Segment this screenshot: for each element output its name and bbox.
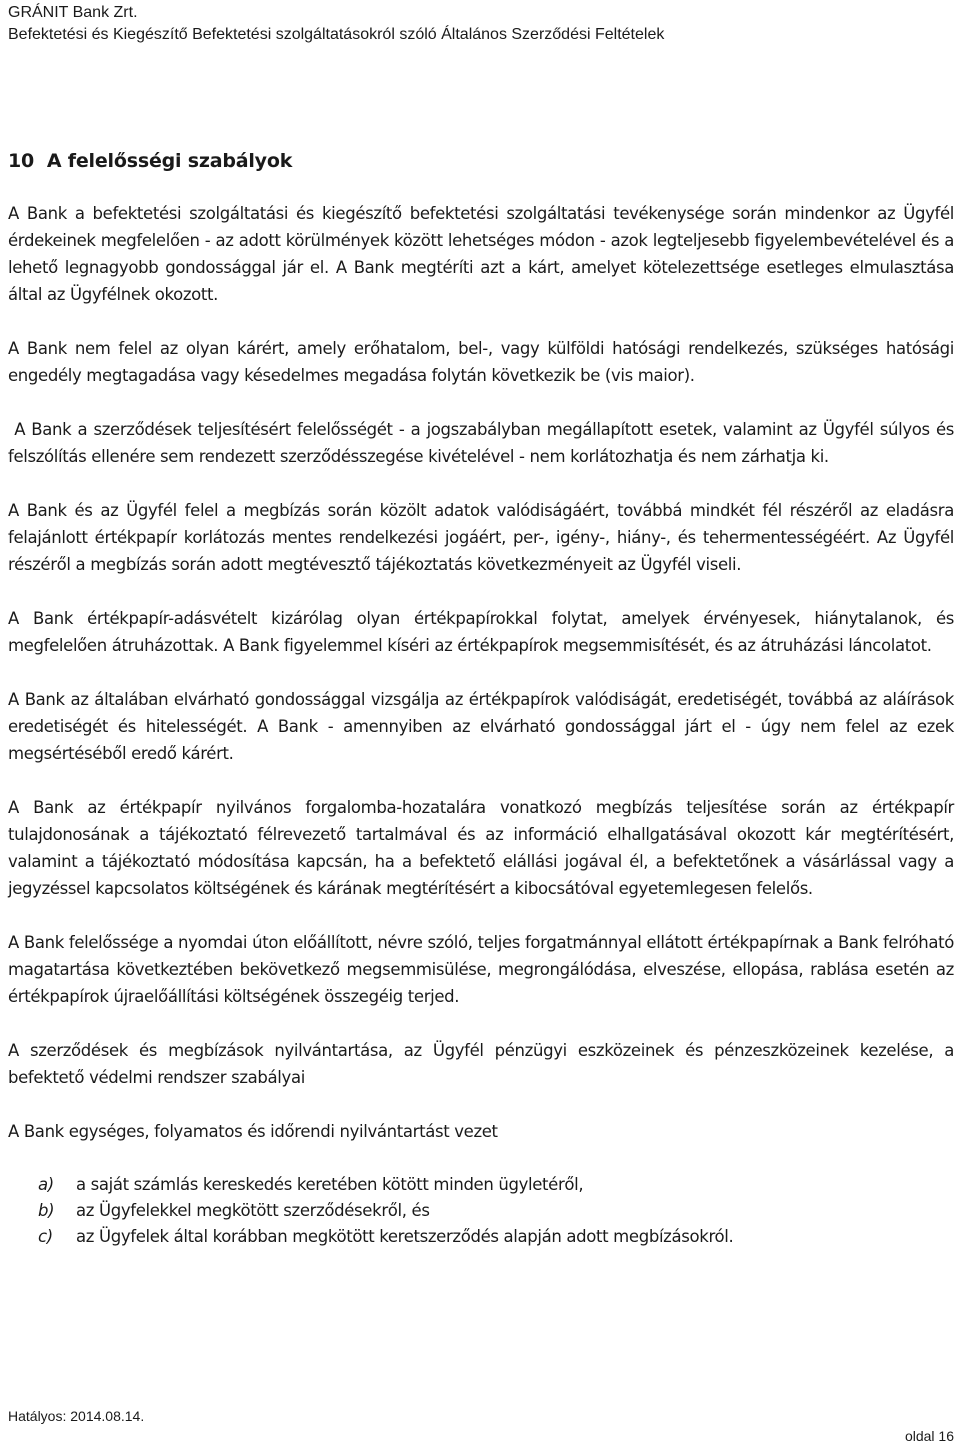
list-marker: c)	[38, 1227, 53, 1246]
record-keeping-list	[8, 1172, 954, 1250]
list-item-text: az Ügyfelek által korábban megkötött keretszerződés alapján adott megbízásokról.	[76, 1227, 734, 1246]
list-item	[38, 1172, 954, 1198]
list-item	[38, 1198, 954, 1224]
paragraph: A Bank az értékpapír nyilvános forgalomba-hozatalára vonatkozó megbízás teljesítése során az értékpapír tulajdonosának a tájékoztató félrevezető tartalmával és az információ elhallgatásával okozott kár megtérítésért, valamint a tájékoztató módosítása kapcsán, ha a befektető elállási jogával él, a befektetőnek a vásárlással vagy a jegyzéssel kapcsolatos költségének és kárának megtérítésért a kibocsátóval egyetemlegesen felelős.	[8, 798, 954, 898]
paragraph: A Bank felelőssége a nyomdai úton előállított, névre szóló, teljes forgatmánnyal ellátott értékpapírnak a Bank felróható magatartása következtében bekövetkező megsemmisülése, megrongálódása, elveszése, ellopása, rablása esetén az értékpapírok újraelőállítási költségének összegéig terjed.	[8, 933, 954, 1006]
list-marker: a)	[38, 1175, 54, 1194]
paragraph: A szerződések és megbízások nyilvántartása, az Ügyfél pénzügyi eszközeinek és pénzeszközeinek kezelése, a befektető védelmi rendszer szabályai	[8, 1041, 954, 1087]
section-heading	[8, 146, 292, 176]
paragraph: A Bank értékpapír-adásvételt kizárólag olyan értékpapírokkal folytat, amelyek érvényesek, hiánytalanok, és megfelelően átruházottak. A Bank figyelemmel kíséri az értékpapírok megsemmisítését, és az átruházási láncolatot.	[8, 609, 954, 655]
paragraph: A Bank nem felel az olyan kárért, amely erőhatalom, bel-, vagy külföldi hatósági rendelkezés, szükséges hatósági engedély megtagadása vagy késedelmes megadása folytán következik be (vis maior).	[8, 339, 954, 385]
company-name: GRÁNIT Bank Zrt.	[8, 4, 138, 21]
paragraph: A Bank a befektetési szolgáltatási és kiegészítő befektetési szolgáltatási tevékenysége során mindenkor az Ügyfél érdekeinek megfelelően - az adott körülmények között lehetséges módon - azok legteljesebb figyelembevételével és a lehető legnagyobb gondossággal jár el. A Bank megtéríti azt a kárt, amelyet kötelezettsége esetleges elmulasztása által az Ügyfélnek okozott.	[8, 204, 954, 304]
paragraph: A Bank a szerződések teljesítésért felelősségét - a jogszabályban megállapított esetek, valamint az Ügyfél súlyos és felszólítás ellenére sem rendezett szerződésszegése kivételével - nem korlátozhatja és nem zárhatja ki.	[8, 420, 959, 466]
paragraph: A Bank egységes, folyamatos és időrendi nyilvántartást vezet	[8, 1122, 498, 1141]
list-marker: b)	[38, 1201, 55, 1220]
list-item	[38, 1224, 954, 1250]
section-number: 10	[8, 150, 35, 172]
document-title: Befektetési és Kiegészítő Befektetési szolgáltatásokról szóló Általános Szerződési Feltételek	[8, 26, 665, 43]
paragraph: A Bank és az Ügyfél felel a megbízás során közölt adatok valódiságáért, továbbá mindkét fél részéről az eladásra felajánlott értékpapír korlátozás mentes rendelkezési jogáért, per-, igény-, hiány-, és tehermentességéért. Az Ügyfél részéről a megbízás során adott megtévesztő tájékoztatás következményeit az Ügyfél viseli.	[8, 501, 954, 574]
list-item-text: az Ügyfelekkel megkötött szerződésekről, és	[76, 1201, 430, 1220]
list-item-text: a saját számlás kereskedés keretében kötött minden ügyletéről,	[76, 1175, 584, 1194]
effective-date: Hatályos: 2014.08.14.	[8, 1408, 145, 1424]
section-title: A felelősségi szabályok	[46, 150, 293, 172]
paragraph: A Bank az általában elvárható gondossággal vizsgálja az értékpapírok valódiságát, eredetiségét, továbbá az aláírások eredetiségét és hitelességét. A Bank - amennyiben az elvárható gondossággal járt el - úgy nem felel az ezek megsértéséből eredő kárért.	[8, 690, 954, 763]
document-body	[8, 200, 959, 1250]
page-header	[8, 2, 948, 46]
page-number: oldal 16	[904, 1428, 954, 1444]
